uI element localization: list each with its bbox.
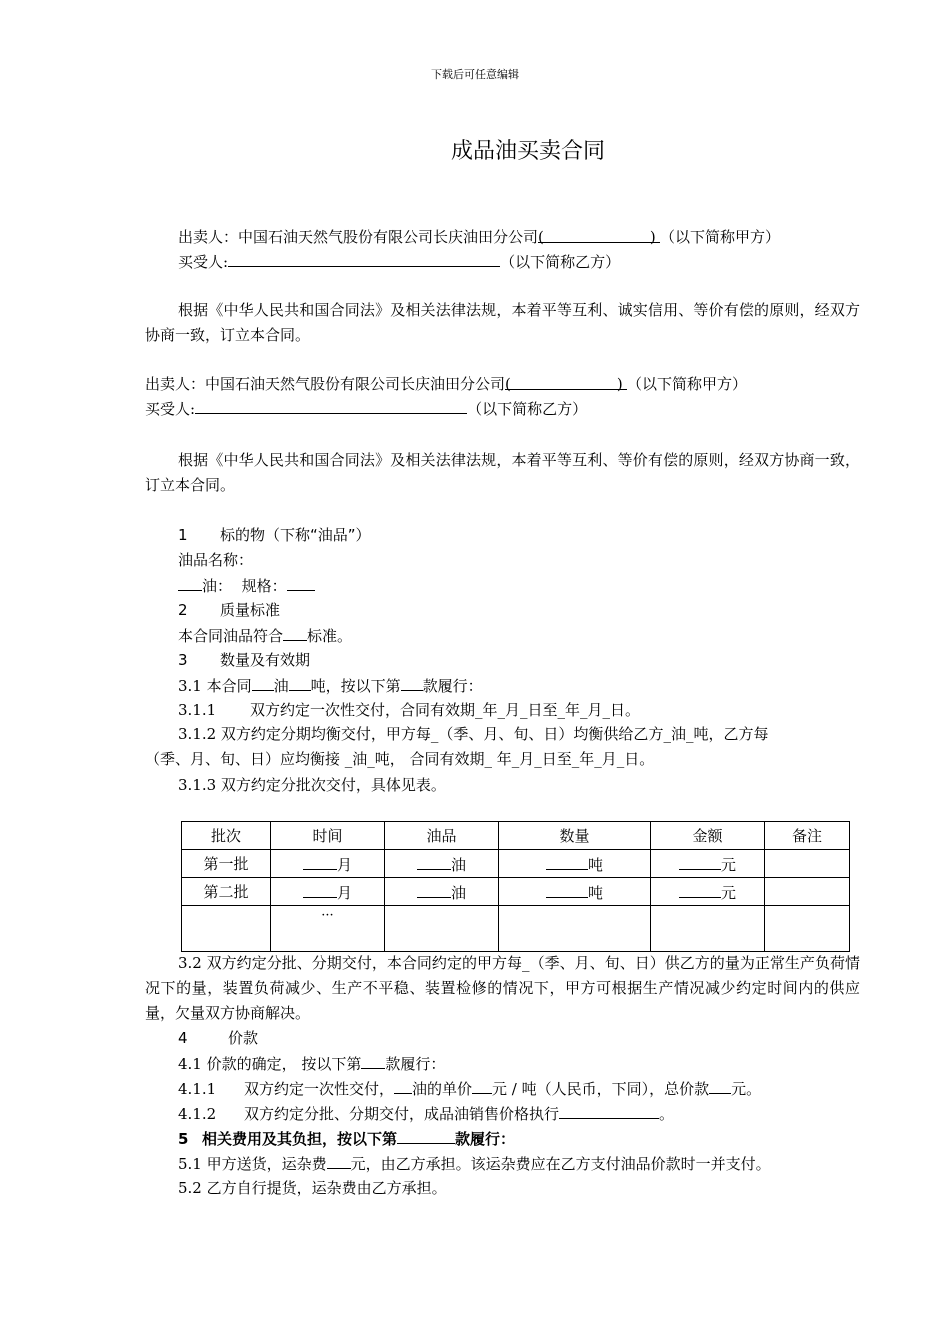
section-number: 2 xyxy=(178,601,188,619)
seller-label: 出卖人：中国石油天然气股份有限公司长庆油田分公司 xyxy=(178,228,539,246)
buyer-suffix: （以下简称乙方） xyxy=(500,253,621,271)
table-cell xyxy=(271,850,385,878)
table-cell xyxy=(385,878,499,906)
clause-text: 油 xyxy=(273,677,289,695)
buyer-line-2 xyxy=(145,396,587,422)
section-title: 数量及有效期 xyxy=(220,651,311,669)
blank xyxy=(327,1151,351,1169)
seller-line-2 xyxy=(145,372,747,397)
table-cell xyxy=(651,850,765,878)
section-number: 4 xyxy=(178,1029,188,1047)
clause-text: 双方约定一次性交付，合同有效期_年_月_日至_年_月_日。 xyxy=(250,701,641,719)
section-title: 质量标准 xyxy=(220,601,281,619)
table-header: 备注 xyxy=(765,822,850,850)
blank xyxy=(394,1076,412,1094)
oil-suffix: 油： xyxy=(202,577,233,595)
clause-3-2: 3.2 双方约定分批、分期交付，本合同约定的甲方每_（季、月、旬、日）供乙方的量为正常生产负荷情况下的量，装置负荷减少、生产不平稳、装置检修的情况下，甲方可根据生产情况减少约定时间内的供应量，欠量双方协商解决。 xyxy=(145,954,860,1022)
seller-blank xyxy=(538,225,660,246)
blank xyxy=(709,1076,731,1094)
table-cell: ··· xyxy=(271,906,385,952)
section-title: 价款 xyxy=(228,1029,259,1047)
table-row xyxy=(182,906,850,952)
clause-number: 3.1.1 xyxy=(178,701,217,719)
clause-5-2: 5.2 乙方自行提货，运杂费由乙方承担。 xyxy=(178,1179,447,1197)
cell-unit: 元 xyxy=(720,884,736,902)
clause-text: 元 / 吨（人民币，下同），总价款 xyxy=(492,1080,710,1098)
table-row xyxy=(182,850,850,878)
table-cell xyxy=(651,878,765,906)
oil-blank xyxy=(178,573,202,591)
clause-number: 4.1.1 xyxy=(178,1080,217,1098)
oil-name-label: 油品名称： xyxy=(178,551,254,569)
seller-suffix: （以下简称甲方） xyxy=(627,375,748,393)
table-cell xyxy=(499,878,651,906)
buyer-label: 买受人: xyxy=(145,400,196,418)
clause-4-1-2 xyxy=(178,1101,674,1127)
paren-open: ( xyxy=(505,375,511,393)
section-4-heading xyxy=(178,1026,258,1051)
cell-unit: 月 xyxy=(336,884,352,902)
section-title: 标的物（下称“油品”） xyxy=(220,526,371,544)
section-number: 1 xyxy=(178,526,188,544)
blank xyxy=(303,852,337,870)
clause-text: 3.1.2 双方约定分期均衡交付，甲方每_（季、月、旬、日）均衡供给乙方_油_吨，乙方每 xyxy=(178,725,769,743)
clause-4-1-1 xyxy=(178,1076,761,1102)
quality-blank xyxy=(283,623,307,641)
table-row xyxy=(182,878,850,906)
blank xyxy=(546,852,588,870)
preamble-1: 根据《中华人民共和国合同法》及相关法律法规，本着平等互利、诚实信用、等价有偿的原则，经双方协商一致，订立本合同。 xyxy=(145,301,860,344)
clause-text: 双方约定一次性交付， xyxy=(244,1080,395,1098)
buyer-line-1 xyxy=(178,249,620,275)
section-5-heading xyxy=(178,1126,515,1152)
paren-close: ) xyxy=(649,228,656,246)
document-title: 成品油买卖合同 xyxy=(450,139,605,164)
quality-text-a: 本合同油品符合 xyxy=(178,627,284,645)
section-2-heading xyxy=(178,598,280,623)
clause-text: 4.1 价款的确定， 按以下第 xyxy=(178,1055,362,1073)
table-cell xyxy=(765,850,850,878)
blank xyxy=(679,852,721,870)
table-cell: 第二批 xyxy=(182,878,271,906)
table-cell xyxy=(499,906,651,952)
table-header: 油品 xyxy=(385,822,499,850)
table-cell xyxy=(499,850,651,878)
clause-3-1-2 xyxy=(145,722,860,772)
clause-3-1 xyxy=(178,673,483,699)
section-title: 相关费用及其负担，按以下第 xyxy=(202,1130,398,1148)
table-header: 时间 xyxy=(271,822,385,850)
page-header: 下载后可任意编辑 xyxy=(431,68,519,81)
table-header: 金额 xyxy=(651,822,765,850)
blank xyxy=(417,852,451,870)
clause-text: 双方约定分批、分期交付，成品油销售价格执行 xyxy=(244,1105,560,1123)
section-title: 款履行： xyxy=(455,1130,516,1148)
section-1-heading xyxy=(178,523,371,548)
cell-unit: 油 xyxy=(450,884,466,902)
table-header: 批次 xyxy=(182,822,271,850)
paren-close: ) xyxy=(616,375,623,393)
blank xyxy=(417,880,451,898)
clause-4-1 xyxy=(178,1051,445,1077)
clause-text: 吨，按以下第 xyxy=(310,677,401,695)
table-header-row xyxy=(182,822,850,850)
table-header: 数量 xyxy=(499,822,651,850)
table-cell xyxy=(271,878,385,906)
clause-5-1 xyxy=(178,1151,771,1177)
paren-open: ( xyxy=(538,228,544,246)
clause-text: 款履行： xyxy=(385,1055,446,1073)
seller-suffix: （以下简称甲方） xyxy=(660,228,781,246)
cell-unit: 油 xyxy=(450,856,466,874)
clause-text: 油的单价 xyxy=(412,1080,473,1098)
blank xyxy=(472,1076,492,1094)
blank xyxy=(546,880,588,898)
clause-text: 5.1 甲方送货，运杂费 xyxy=(178,1155,327,1173)
blank xyxy=(289,673,311,691)
blank xyxy=(252,673,274,691)
clause-3-1-1 xyxy=(178,698,640,723)
blank xyxy=(361,1051,385,1069)
clause-text: 3.1 本合同 xyxy=(178,677,252,695)
clause-text: （季、月、旬、日）应均衡接 _油_吨， 合同有效期_ 年_月_日至_年_月_日。 xyxy=(145,750,655,768)
seller-line-1 xyxy=(178,225,780,250)
cell-unit: 月 xyxy=(336,856,352,874)
blank xyxy=(401,673,423,691)
blank xyxy=(679,880,721,898)
cell-unit: 吨 xyxy=(587,856,603,874)
batch-table xyxy=(181,821,850,952)
section-number: 5 xyxy=(178,1130,189,1148)
buyer-blank xyxy=(195,396,467,414)
section-3-heading xyxy=(178,648,310,673)
blank xyxy=(559,1101,659,1119)
buyer-blank xyxy=(228,249,500,267)
clause-number: 4.1.2 xyxy=(178,1105,217,1123)
table-cell xyxy=(385,906,499,952)
table-cell xyxy=(182,906,271,952)
cell-unit: 元 xyxy=(720,856,736,874)
buyer-suffix: （以下简称乙方） xyxy=(467,400,588,418)
preamble-2: 根据《中华人民共和国合同法》及相关法律法规，本着平等互利、等价有偿的原则，经双方协商一致，订立本合同。 xyxy=(145,451,860,494)
buyer-label: 买受人: xyxy=(178,253,229,271)
seller-label: 出卖人：中国石油天然气股份有限公司长庆油田分公司 xyxy=(145,375,506,393)
quality-text-b: 标准。 xyxy=(307,627,353,645)
blank xyxy=(303,880,337,898)
clause-3-1-3: 3.1.3 双方约定分批次交付，具体见表。 xyxy=(178,776,446,794)
table-cell xyxy=(765,906,850,952)
section-number: 3 xyxy=(178,651,188,669)
table-cell xyxy=(385,850,499,878)
clause-text: 元，由乙方承担。该运杂费应在乙方支付油品价款时一并支付。 xyxy=(350,1155,771,1173)
spec-blank xyxy=(287,573,315,591)
oil-spec-line xyxy=(178,573,315,599)
clause-text: 。 xyxy=(659,1105,675,1123)
clause-text: 元。 xyxy=(731,1080,762,1098)
clause-text: 款履行： xyxy=(422,677,483,695)
table-cell xyxy=(651,906,765,952)
seller-blank xyxy=(505,372,627,393)
quality-line xyxy=(178,623,352,649)
table-cell xyxy=(765,878,850,906)
cell-unit: 吨 xyxy=(587,884,603,902)
blank xyxy=(397,1126,455,1144)
table-cell: 第一批 xyxy=(182,850,271,878)
spec-label: 规格： xyxy=(241,577,287,595)
